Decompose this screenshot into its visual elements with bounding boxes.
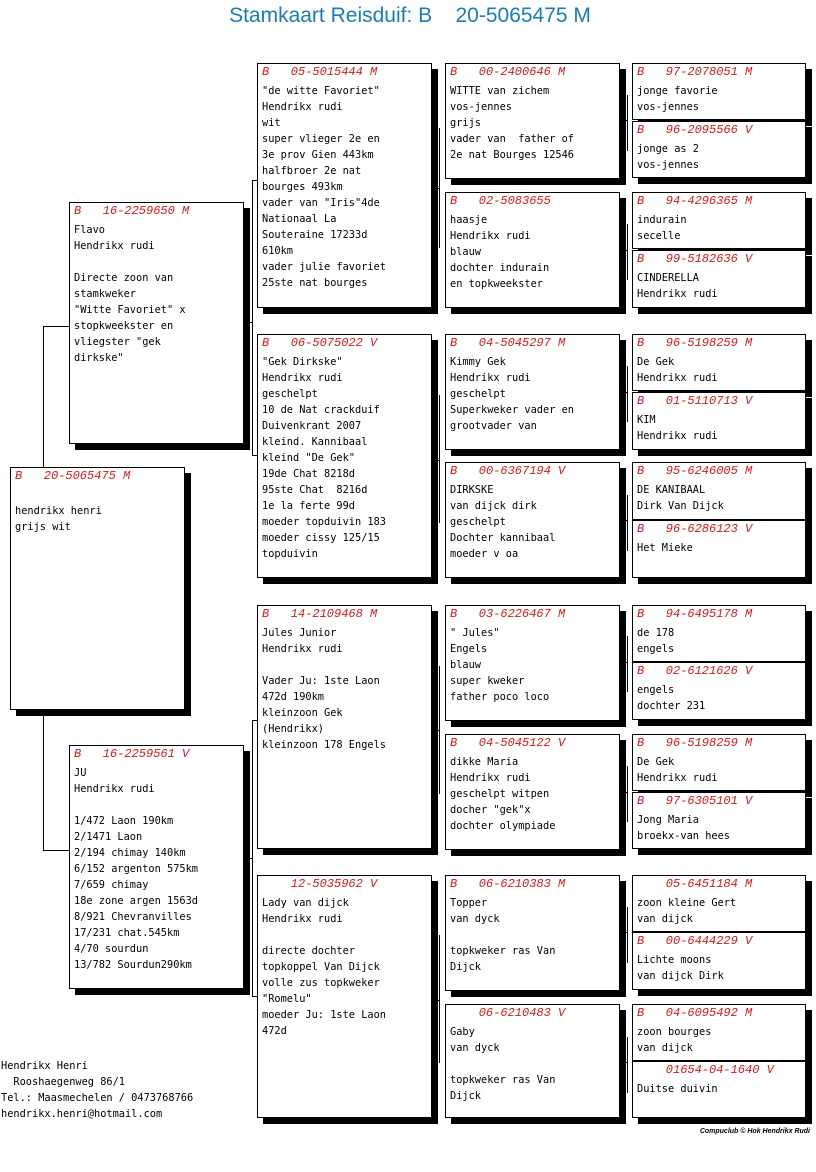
ring-number: B 04-6095492 M xyxy=(637,1006,753,1020)
pigeon-card-g3-5[interactable] xyxy=(445,605,620,721)
connector-line xyxy=(43,850,70,851)
ring-number: B 97-2078051 M xyxy=(637,65,753,79)
pigeon-details: DIRKSKE van dijck dirk geschelpt Dochter kannibaal moeder v oa xyxy=(450,484,556,560)
ring-number: B 99-5182636 V xyxy=(637,252,753,266)
pigeon-details: zoon bourges van dijck xyxy=(637,1026,712,1054)
owner-contact: Hendrikx Henri Rooshaegenweg 86/1 Tel.: Maasmechelen / 0473768766 hendrikx.henri@hotmail.com xyxy=(1,1060,194,1120)
connector-line xyxy=(431,188,440,189)
pigeon-card-g4-14[interactable] xyxy=(632,932,806,990)
pigeon-details: Flavo Hendrikx rudi Directe zoon van stamkweker "Witte Favoriet" x stopkweekster en vliegster "gek dirkske" xyxy=(74,224,186,364)
pigeon-card-g4-9[interactable] xyxy=(632,605,806,662)
pigeon-details: engels dochter 231 xyxy=(637,684,706,712)
pigeon-details: indurain secelle xyxy=(637,214,687,242)
pigeon-card-dam-dam[interactable] xyxy=(257,875,432,1118)
pigeon-details: haasje Hendrikx rudi blauw dochter indurain en topkweekster xyxy=(450,214,550,290)
pigeon-card-g4-4[interactable] xyxy=(632,250,806,308)
pigeon-card-sire-sire[interactable] xyxy=(257,63,432,308)
pigeon-details: De Gek Hendrikx rudi xyxy=(637,356,718,384)
pigeon-details: " Jules" Engels blauw super kweker father poco loco xyxy=(450,627,550,703)
ring-number: B 96-5198259 M xyxy=(637,736,753,750)
connector-line xyxy=(619,120,628,121)
ring-number: B 96-2095566 V xyxy=(637,123,753,137)
pigeon-details: Jules Junior Hendrikx rudi Vader Ju: 1ste Laon 472d 190km kleinzoon Gek (Hendrikx) kleinzoon 178 Engels xyxy=(262,627,386,751)
pigeon-card-dam-sire[interactable] xyxy=(257,605,432,849)
pigeon-details: CINDERELLA Hendrikx rudi xyxy=(637,272,718,300)
connector-line xyxy=(627,95,628,151)
pigeon-details: jonge favorie vos-jennes xyxy=(637,85,718,113)
pigeon-details: JU Hendrikx rudi 1/472 Laon 190km 2/1471 Laon 2/194 chimay 140km 6/152 argenton 575km 7/659 chimay 18e zone argen 1563d 8/921 Chevranvilles 17/231 chat.545km 4/70 sourdun 13/782 Sourdun290km xyxy=(74,767,198,971)
ring-number: B 06-5075022 V xyxy=(262,336,378,350)
pigeon-card-g3-1[interactable] xyxy=(445,63,620,179)
pigeon-details: jonge as 2 vos-jennes xyxy=(637,143,699,171)
ring-number: B 97-6305101 V xyxy=(637,794,753,808)
connector-line xyxy=(627,766,628,822)
ring-number: B 02-6121626 V xyxy=(637,664,753,678)
pigeon-details: Duitse duivin xyxy=(637,1083,718,1095)
ring-number: B 16-2259650 M xyxy=(74,204,190,218)
pigeon-details: DE KANIBAAL Dirk Van Dijck xyxy=(637,484,724,512)
ring-number: B 00-6444229 V xyxy=(637,934,753,948)
ring-number: B 04-5045297 M xyxy=(450,336,566,350)
connector-line xyxy=(439,935,440,1063)
ring-number: B 05-5015444 M xyxy=(262,65,378,79)
pigeon-card-g4-3[interactable] xyxy=(632,192,806,249)
connector-line xyxy=(43,326,70,327)
pigeon-card-g4-10[interactable] xyxy=(632,662,806,720)
connector-line xyxy=(627,1037,628,1093)
connector-line xyxy=(252,180,253,455)
connector-line xyxy=(627,224,628,280)
ring-number: B 00-6367194 V xyxy=(450,464,566,478)
ring-number: 05-6451184 M xyxy=(637,877,753,891)
pigeon-details: Lady van dijck Hendrikx rudi directe dochter topkoppel Van Dijck volle zus topkweker "Romelu" moeder Ju: 1ste Laon 472d xyxy=(262,897,386,1037)
pigeon-card-dam[interactable] xyxy=(69,745,244,989)
pigeon-card-g4-7[interactable] xyxy=(632,462,806,520)
connector-line xyxy=(627,907,628,963)
pigeon-card-g4-1[interactable] xyxy=(632,63,806,120)
pigeon-card-g3-7[interactable] xyxy=(445,875,620,991)
pigeon-card-g4-15[interactable] xyxy=(632,1004,806,1061)
pigeon-details: "de witte Favoriet" Hendrikx rudi wit super vlieger 2e en 3e prov Gien 443km halfbroer 2e nat bourges 493km vader van "Iris"4de Nationaal La Souteraine 17233d 610km vader julie favoriet 25ste nat bourges xyxy=(262,85,386,289)
pigeon-card-g3-3[interactable] xyxy=(445,334,620,450)
pigeon-card-g4-8[interactable] xyxy=(632,520,806,578)
ring-number: 06-6210483 V xyxy=(450,1006,566,1020)
ring-number: B 03-6226467 M xyxy=(450,607,566,621)
pigeon-card-sire-dam[interactable] xyxy=(257,334,432,578)
ring-number: B 96-5198259 M xyxy=(637,336,753,350)
copyright-notice: Compuclub © Hok Hendrikx Rudi xyxy=(699,1128,810,1135)
pigeon-card-g4-6[interactable] xyxy=(632,392,806,450)
ring-number: B 95-6246005 M xyxy=(637,464,753,478)
pigeon-card-g4-5[interactable] xyxy=(632,334,806,391)
page-title: Stamkaart Reisduif: B 20-5065475 M xyxy=(229,4,591,27)
pigeon-details: de 178 engels xyxy=(637,627,675,655)
pigeon-details: Jong Maria broekx-van hees xyxy=(637,814,730,842)
pigeon-details: zoon kleine Gert van dijck xyxy=(637,897,737,925)
pigeon-details: Lichte moons van dijck Dirk xyxy=(637,954,724,982)
connector-line xyxy=(619,662,628,663)
pigeon-card-g4-16[interactable] xyxy=(632,1061,806,1118)
ring-number: B 02-5083655 xyxy=(450,194,551,208)
pigeon-details: De Gek Hendrikx rudi xyxy=(637,756,718,784)
ring-number: B 06-6210383 M xyxy=(450,877,566,891)
connector-line xyxy=(619,932,628,933)
connector-line xyxy=(431,730,440,731)
ring-number: 12-5035962 V xyxy=(262,877,378,891)
pigeon-details: Kimmy Gek Hendrikx rudi geschelpt Superkweker vader en grootvader van xyxy=(450,356,574,432)
ring-number: B 96-6286123 V xyxy=(637,522,753,536)
connector-line xyxy=(619,520,628,521)
ring-number: 01654-04-1640 V xyxy=(637,1063,774,1077)
pigeon-details: hendrikx henri grijs wit xyxy=(15,505,102,533)
pigeon-details: dikke Maria Hendrikx rudi geschelpt witpen docher "gek"x dochter olympiade xyxy=(450,756,556,832)
connector-line xyxy=(439,395,440,523)
ring-number: B 04-5045122 V xyxy=(450,736,566,750)
connector-line xyxy=(431,1000,440,1001)
pigeon-card-g4-13[interactable] xyxy=(632,875,806,932)
ring-number: B 20-5065475 M xyxy=(15,469,131,483)
connector-line xyxy=(43,326,44,470)
ring-number: B 16-2259561 V xyxy=(74,747,190,761)
connector-line xyxy=(243,858,253,859)
connector-line xyxy=(431,460,440,461)
ring-number: B 94-4296365 M xyxy=(637,194,753,208)
ring-number: B 14-2109468 M xyxy=(262,607,378,621)
pigeon-card-subject[interactable] xyxy=(10,467,185,710)
pigeon-details: Gaby van dyck topkweker ras Van Dijck xyxy=(450,1026,556,1102)
pigeon-details: KIM Hendrikx rudi xyxy=(637,414,718,442)
connector-line xyxy=(43,710,44,850)
pigeon-card-g4-11[interactable] xyxy=(632,734,806,791)
pigeon-card-g3-6[interactable] xyxy=(445,734,620,850)
pigeon-details: WITTE van zichem vos-jennes grijs vader van father of 2e nat Bourges 12546 xyxy=(450,85,574,161)
connector-line xyxy=(243,322,253,323)
connector-line xyxy=(627,366,628,422)
pigeon-card-sire[interactable] xyxy=(69,202,244,444)
pigeon-card-g4-2[interactable] xyxy=(632,121,806,178)
connector-line xyxy=(619,392,628,393)
ring-number: B 00-2400646 M xyxy=(450,65,566,79)
connector-line xyxy=(619,250,628,251)
pigeon-card-g3-8[interactable] xyxy=(445,1004,620,1118)
pigeon-details: Het Mieke xyxy=(637,542,693,554)
pigeon-card-g3-2[interactable] xyxy=(445,192,620,308)
connector-line xyxy=(619,792,628,793)
connector-line xyxy=(627,636,628,692)
pigeon-card-g4-12[interactable] xyxy=(632,792,806,849)
connector-line xyxy=(619,1062,628,1063)
pigeon-details: Topper van dyck topkweker ras Van Dijck xyxy=(450,897,556,973)
ring-number: B 94-6495178 M xyxy=(637,607,753,621)
ring-number: B 01-5110713 V xyxy=(637,394,753,408)
pigeon-card-g3-4[interactable] xyxy=(445,462,620,578)
connector-line xyxy=(627,495,628,551)
pigeon-details: "Gek Dirkske" Hendrikx rudi geschelpt 10 de Nat crackduif Duivenkrant 2007 kleind. Kannibaal kleind "De Gek" 19de Chat 8218d 95ste Chat 8216d 1e la ferte 99d moeder topduivin 183 moeder cissy 125/15 topduivin xyxy=(262,356,386,560)
